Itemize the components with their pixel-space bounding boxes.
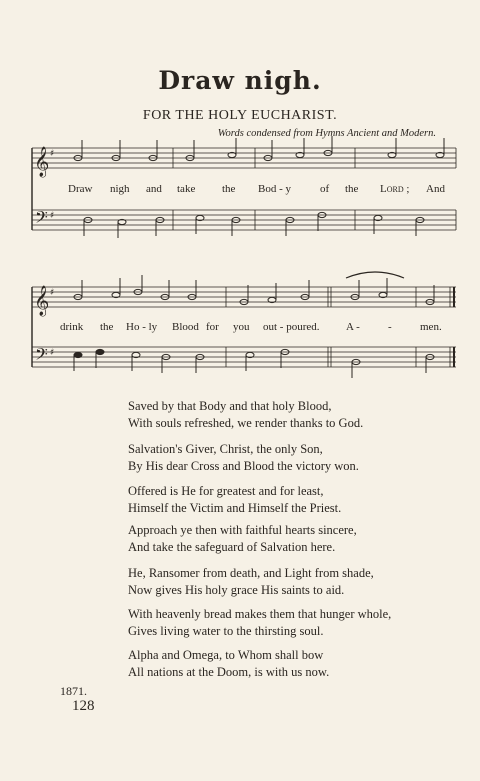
lyric-syllable: for	[206, 321, 219, 333]
verse-3	[128, 483, 341, 517]
page-number: 128	[72, 698, 95, 714]
lyric-syllable: Draw	[68, 183, 93, 195]
verse-line: By His dear Cross and Blood the victory won.	[128, 459, 359, 473]
svg-text:♯: ♯	[50, 348, 55, 358]
lyric-syllable: -	[388, 321, 392, 333]
year-mark: 1871.	[60, 684, 87, 698]
lyric-syllable: drink	[60, 321, 84, 333]
lyric-syllable: A -	[346, 321, 360, 333]
svg-text:𝄞: 𝄞	[34, 147, 50, 177]
lyric-syllable: take	[177, 183, 196, 195]
lyric-syllable: the	[345, 183, 359, 195]
lyric-syllable: Bod - y	[258, 183, 291, 195]
lyric-syllable: Lord ;	[380, 183, 410, 195]
verse-line: Now gives His holy grace His saints to aid.	[128, 583, 345, 597]
lyric-syllable: nigh	[110, 183, 130, 195]
clefs-2	[34, 285, 54, 368]
verse-7	[128, 647, 329, 681]
verse-line: And take the safeguard of Salvation here.	[128, 540, 336, 554]
lyric-syllable: Ho - ly	[126, 321, 158, 333]
lyric-syllable: And	[426, 183, 445, 195]
lyric-syllable: of	[320, 183, 330, 195]
verse-line: Offered is He for greatest and for least,	[128, 484, 324, 498]
verse-5	[128, 565, 374, 599]
lyric-syllable: the	[222, 183, 236, 195]
verse-line: All nations at the Doom, is with us now.	[128, 665, 330, 679]
verse-1	[128, 398, 363, 432]
svg-text:𝄢: 𝄢	[35, 344, 48, 368]
verse-6	[128, 606, 391, 640]
lyric-syllable: men.	[420, 321, 442, 333]
verse-line: Alpha and Omega, to Whom shall bow	[128, 648, 324, 662]
verse-line: He, Ransomer from death, and Light from shade,	[128, 566, 374, 580]
verse-line: Approach ye then with faithful hearts sincere,	[128, 523, 357, 537]
words-credit: Words condensed from Hymns Ancient and Modern.	[217, 128, 436, 139]
lyric-syllable: Blood	[172, 321, 199, 333]
verse-4	[128, 522, 357, 556]
lyric-syllable: out - poured.	[263, 321, 320, 333]
svg-text:♯: ♯	[50, 288, 55, 298]
svg-text:𝄞: 𝄞	[34, 286, 50, 316]
verse-line: Himself the Victim and Himself the Priest.	[128, 501, 342, 515]
verse-line: Salvation's Giver, Christ, the only Son,	[128, 442, 323, 456]
verse-line: Saved by that Body and that holy Blood,	[128, 399, 332, 413]
svg-text:𝄢: 𝄢	[35, 207, 48, 231]
clefs-1	[34, 146, 54, 231]
hymn-title: Draw nigh.	[158, 66, 322, 95]
svg-text:♯: ♯	[50, 149, 55, 159]
lyric-syllable: the	[100, 321, 114, 333]
hymn-subtitle: FOR THE HOLY EUCHARIST.	[142, 108, 338, 123]
verse-line: With heavenly bread makes them that hunger whole,	[128, 607, 392, 621]
svg-text:♯: ♯	[50, 211, 55, 221]
verse-line: Gives living water to the thirsting soul.	[128, 624, 324, 638]
lyric-syllable: you	[233, 321, 250, 333]
verse-2	[128, 441, 359, 475]
verse-line: With souls refreshed, we render thanks to God.	[128, 416, 364, 430]
lyric-syllable: and	[146, 183, 162, 195]
